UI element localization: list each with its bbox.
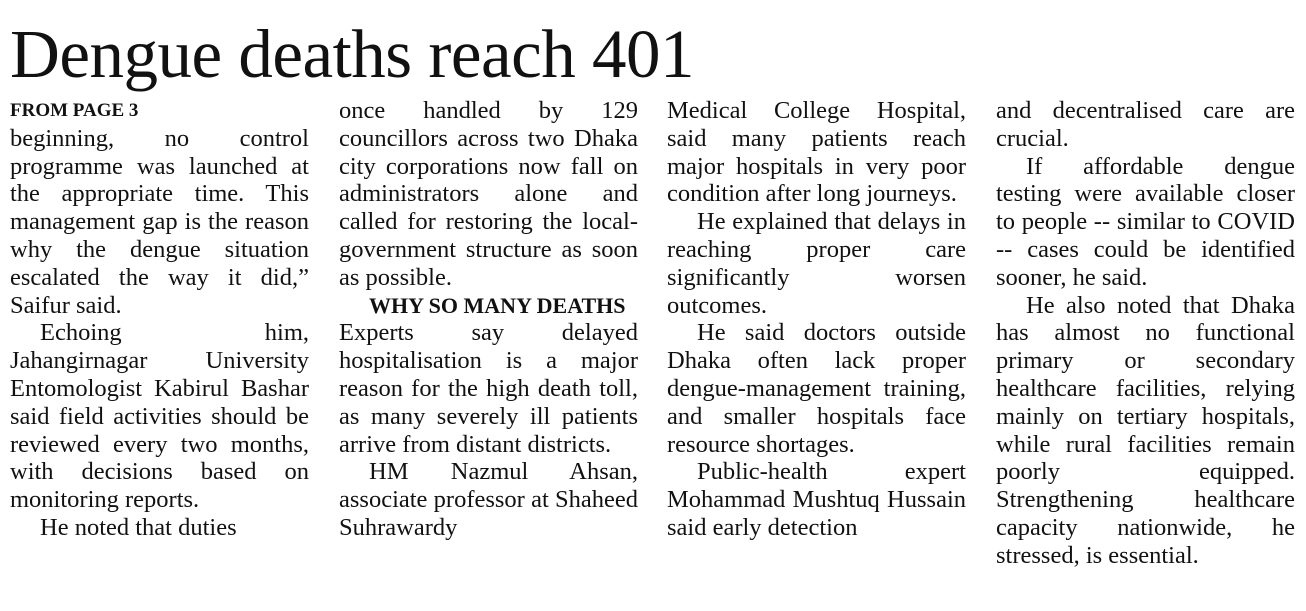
paragraph: Echoing him, Jahangirnagar University Entomologist Kabirul Bashar said field activities should be reviewed every two months, with decisions based on monitoring reports.	[10, 319, 309, 514]
paragraph: He explained that delays in reaching proper care significantly worsen outcomes.	[667, 208, 966, 319]
section-subhead: WHY SO MANY DEATHS	[369, 292, 626, 318]
jump-line: FROM PAGE 3	[10, 100, 139, 121]
paragraph: HM Nazmul Ahsan, associate professor at Shaheed Suhrawardy	[339, 458, 638, 541]
paragraph: beginning, no control programme was launched at the appropriate time. This management gap is the reason why the dengue situation escalated the way it did,” Saifur said.	[10, 124, 309, 319]
paragraph: If affordable dengue testing were available closer to people -- similar to COVID -- cases could be identified sooner, he said.	[996, 152, 1295, 291]
article-column-2	[339, 97, 638, 542]
article-column-4	[996, 97, 1295, 570]
paragraph: Experts say delayed hospitalisation is a major reason for the high death toll, as many severely ill patients arrive from distant districts.	[339, 319, 638, 458]
headline: Dengue deaths reach 401	[10, 16, 694, 92]
paragraph: and decentralised care are crucial.	[996, 97, 1295, 152]
paragraph: Public-health expert Mohammad Mushtuq Hussain said early detection	[667, 458, 966, 541]
article-column-1	[10, 97, 309, 542]
paragraph: once handled by 129 councillors across two Dhaka city corporations now fall on administrators alone and called for restoring the local-government structure as soon as possible.	[339, 97, 638, 291]
paragraph: He noted that duties	[40, 513, 237, 541]
paragraph: He also noted that Dhaka has almost no functional primary or secondary healthcare facilities, relying mainly on tertiary hospitals, while rural facilities remain poorly equipped. Strengthening healthcare capacity nationwide, he stressed, is essential.	[996, 291, 1295, 569]
paragraph: Medical College Hospital, said many patients reach major hospitals in very poor condition after long journeys.	[667, 97, 966, 208]
paragraph: He said doctors outside Dhaka often lack proper dengue-management training, and smaller hospitals face resource shortages.	[667, 319, 966, 458]
article-column-3	[667, 97, 966, 542]
